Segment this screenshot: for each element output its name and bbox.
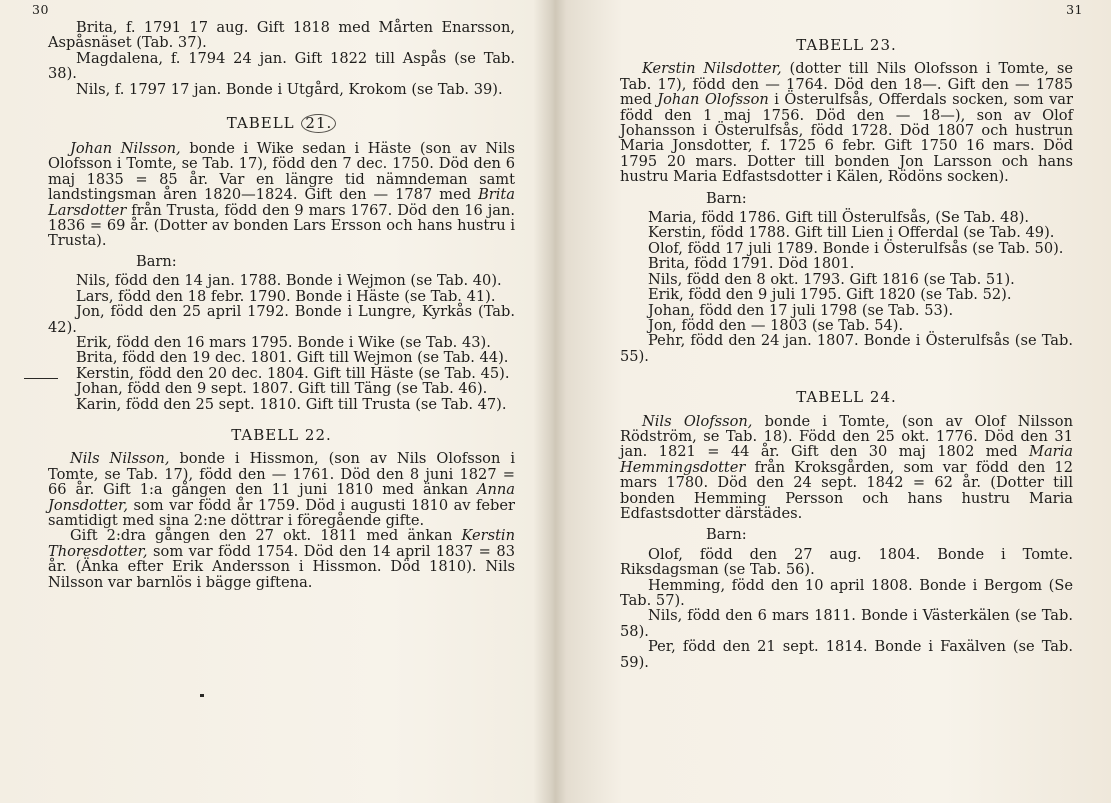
child-entry: Nils, född den 6 mars 1811. Bonde i Västerkälen (se Tab. 58).	[620, 607, 1073, 640]
text: bonde i Hissmon, (son av Nils Olofsson i Tomte, se Tab. 17), född den — 1761. Död den 8 juni 1827 = 66 år. Gift 1:a gången den 11 juni 1810 med änkan	[48, 450, 516, 499]
table-21-text	[48, 141, 515, 249]
person-name: Nils Nilsson,	[70, 450, 170, 468]
spouse-name: Anna Jonsdotter,	[48, 481, 515, 514]
spouse-name: Maria Hemmingsdotter	[620, 443, 1073, 476]
child-entry: Johan, född den 17 juli 1798 (se Tab. 53).	[648, 301, 954, 319]
table-heading-21	[48, 114, 515, 133]
child-entry: Jon, född den 25 april 1792. Bonde i Lungre, Kyrkås (Tab. 42).	[48, 303, 515, 336]
barn-label: Barn:	[136, 252, 177, 270]
circled-table-number: 21.	[301, 114, 336, 133]
child-entry: Maria, född 1786. Gift till Österulfsås, (Se Tab. 48).	[648, 209, 1030, 227]
child-entry: Olof, född 17 juli 1789. Bonde i Österulfsås (se Tab. 50).	[648, 239, 1064, 257]
child-entry: Brita, född 1791. Död 1801.	[648, 255, 855, 273]
child-entry: Nils, f. 1797 17 jan. Bonde i Utgård, Krokom (se Tab. 39).	[76, 80, 503, 98]
child-entry: Hemming, född den 10 april 1808. Bonde i Bergom (Se Tab. 57).	[620, 576, 1073, 609]
right-page	[566, 0, 1111, 803]
child-entry: Erik, född den 9 juli 1795. Gift 1820 (se Tab. 52).	[648, 286, 1012, 304]
heading-word: TABELL	[226, 114, 295, 133]
text: som var född 1754. Död den 14 april 1837 = 83 år. (Änka efter Erik Andersson i Hissmon. Död 1810). Nils Nilsson var barnlös i bägge giftena.	[48, 542, 515, 591]
table-heading-22: TABELL 22.	[231, 425, 332, 444]
table-heading-24: TABELL 24.	[796, 388, 897, 407]
text: från Kroksgården, som var född den 12 mars 1780. Död den 24 sept. 1842 = 62 år. (Dotter till bonden Hemming Persson och hans hustru Maria Edfastsdotter därstädes.	[620, 458, 1073, 522]
child-entry: Nils, född den 14 jan. 1788. Bonde i Wejmon (se Tab. 40).	[76, 272, 502, 290]
spouse-name: Brita Larsdotter	[48, 186, 515, 219]
ink-dot	[200, 694, 204, 697]
text: från Trusta, född den 9 mars 1767. Död den 16 jan. 1836 = 69 år. (Dotter av bonden Lars Ersson och hans hustru i Trusta).	[48, 201, 515, 250]
table-heading-23: TABELL 23.	[796, 36, 897, 54]
spouse-name: Kerstin Thoresdotter,	[48, 527, 515, 560]
child-entry: Pehr, född den 24 jan. 1807. Bonde i Österulfsås (se Tab. 55).	[620, 332, 1073, 365]
table-23-text	[620, 61, 1073, 184]
child-entry: Karin, född den 25 sept. 1810. Gift till Trusta (se Tab. 47).	[76, 395, 507, 413]
text: i Österulfsås, Offerdals socken, som var född den 1 maj 1756. Död den — 18—), son av Olof Johansson i Österulfsås, född 1728. Död 1807 och hustrun Maria Jonsdotter, f. 1725 6 febr. Gift 1750 16 mars. Död 1795 20 mars. Dotter till bonden Jon Larsson och hans hustru Maria Edfastsdotter i Kälen, Rödöns socken).	[620, 91, 1073, 186]
page-number: 30	[32, 2, 49, 17]
text: som var född år 1759. Död i augusti 1810 av feber samtidigt med sina 2:ne döttrar i föregående gifte.	[48, 496, 515, 529]
child-entry: Erik, född den 16 mars 1795. Bonde i Wike (se Tab. 43).	[76, 333, 491, 351]
child-entry: Per, född den 21 sept. 1814. Bonde i Faxälven (se Tab. 59).	[620, 638, 1073, 671]
text: Gift 2:dra gången den 27 okt. 1811 med änkan	[70, 527, 462, 545]
pencil-mark	[24, 378, 58, 379]
child-entry: Jon, född den — 1803 (se Tab. 54).	[648, 316, 904, 334]
barn-label: Barn:	[706, 526, 747, 544]
child-entry: Lars, född den 18 febr. 1790. Bonde i Häste (se Tab. 41).	[76, 287, 496, 305]
page-number: 31	[1066, 2, 1083, 17]
child-entry: Magdalena, f. 1794 24 jan. Gift 1822 till Aspås (se Tab. 38).	[48, 49, 515, 83]
spouse-name: Johan Olofsson	[657, 91, 769, 109]
person-name: Nils Olofsson,	[642, 412, 753, 430]
child-entry: Kerstin, född 1788. Gift till Lien i Offerdal (se Tab. 49).	[648, 224, 1055, 242]
barn-label: Barn:	[706, 189, 747, 207]
child-entry: Kerstin, född den 20 dec. 1804. Gift till Häste (se Tab. 45).	[76, 364, 510, 382]
table-22-text	[48, 451, 515, 528]
child-entry: Johan, född den 9 sept. 1807. Gift till Täng (se Tab. 46).	[76, 380, 488, 398]
text: (dotter till Nils Olofsson i Tomte, se Tab. 17), född den — 1764. Död den 18—. Gift den — 1785 med	[620, 60, 1073, 109]
table-24-text	[620, 414, 1073, 522]
person-name: Johan Nilsson,	[70, 140, 181, 158]
text: bonde i Tomte, (son av Olof Nilsson Rödström, se Tab. 18). Född den 25 okt. 1776. Död den 31 jan. 1821 = 44 år. Gift den 30 maj 1802 med	[620, 412, 1073, 461]
table-22-text-2	[48, 528, 515, 590]
child-entry: Nils, född den 8 okt. 1793. Gift 1816 (se Tab. 51).	[648, 270, 1015, 288]
child-entry: Brita, född den 19 dec. 1801. Gift till Wejmon (se Tab. 44).	[76, 349, 509, 367]
person-name: Kerstin Nilsdotter,	[642, 60, 782, 78]
child-entry: Brita, f. 1791 17 aug. Gift 1818 med Mårten Enarsson, Aspåsnäset (Tab. 37).	[48, 19, 515, 52]
child-entry: Olof, född den 27 aug. 1804. Bonde i Tomte. Riksdagsman (se Tab. 56).	[620, 545, 1073, 579]
text: bonde i Wike sedan i Häste (son av Nils Olofsson i Tomte, se Tab. 17), född den 7 dec. 1750. Död den 6 maj 1835 = 85 år. Var en längre tid nämndeman samt landstingsman åren 1820—1824. Gift den — 1787 med	[48, 140, 516, 204]
left-page	[0, 0, 545, 803]
